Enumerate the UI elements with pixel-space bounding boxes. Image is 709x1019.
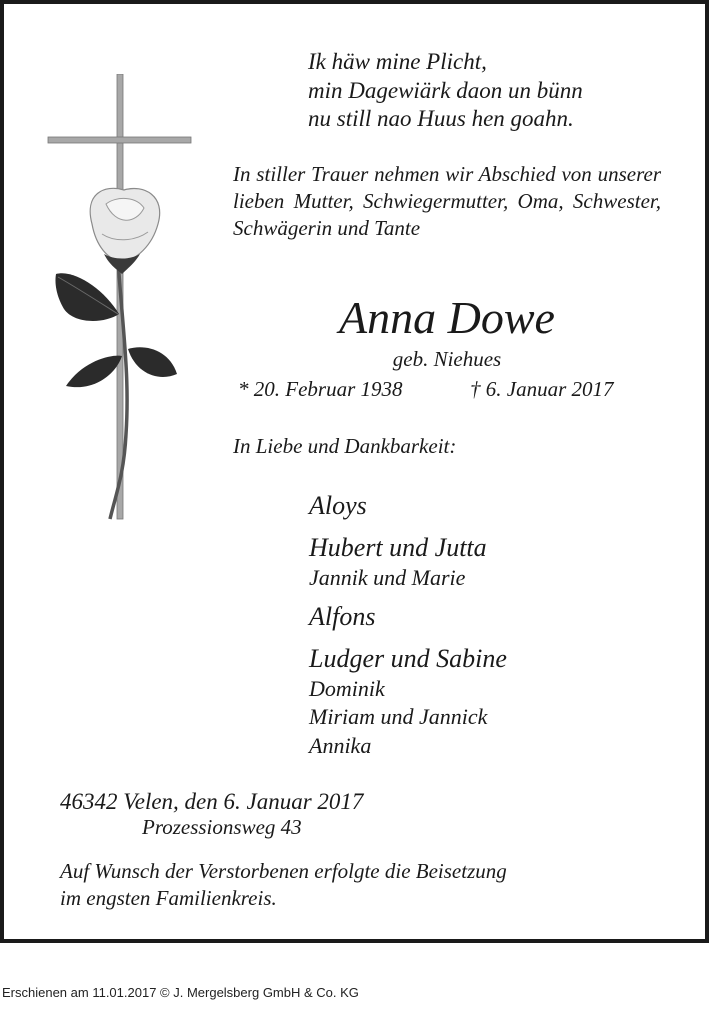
birth-date: * 20. Februar 1938 [238,377,403,401]
family-alfons: Alfons [309,602,376,631]
family-ludger-child-3: Annika [309,733,372,758]
family-aloys: Aloys [309,491,367,520]
burial-note-line-2: im engsten Familienkreis. [60,886,277,910]
family-ludger-child-2: Miriam und Jannick [309,704,488,729]
burial-note-line-1: Auf Wunsch der Verstorbenen erfolgte die Beisetzung [60,859,507,883]
family-ludger-child-1: Dominik [309,676,385,701]
street-address: Prozessionsweg 43 [142,815,302,839]
publication-footer: Erschienen am 11.01.2017 © J. Mergelsberg GmbH & Co. KG [2,985,359,1000]
poem-line-2: min Dagewiärk daon un bünn [308,78,583,103]
family-hubert: Hubert und Jutta [309,533,487,562]
intro-text: In stiller Trauer nehmen wir Abschied von unserer lieben Mutter, Schwiegermutter, Oma, Schwester, Schwägerin und Tante [233,162,661,240]
deceased-name: Anna Dowe [339,292,555,343]
cross-with-rose-icon [44,74,194,524]
place-and-date: 46342 Velen, den 6. Januar 2017 [60,789,364,814]
poem-line-3: nu still nao Huus hen goahn. [308,106,574,131]
family-ludger: Ludger und Sabine [309,644,507,673]
thanks-line: In Liebe und Dankbarkeit: [233,434,457,458]
family-hubert-children: Jannik und Marie [309,565,466,590]
birth-name: geb. Niehues [392,347,502,371]
poem-line-1: Ik häw mine Plicht, [308,49,487,74]
death-date: † 6. Januar 2017 [470,377,614,401]
